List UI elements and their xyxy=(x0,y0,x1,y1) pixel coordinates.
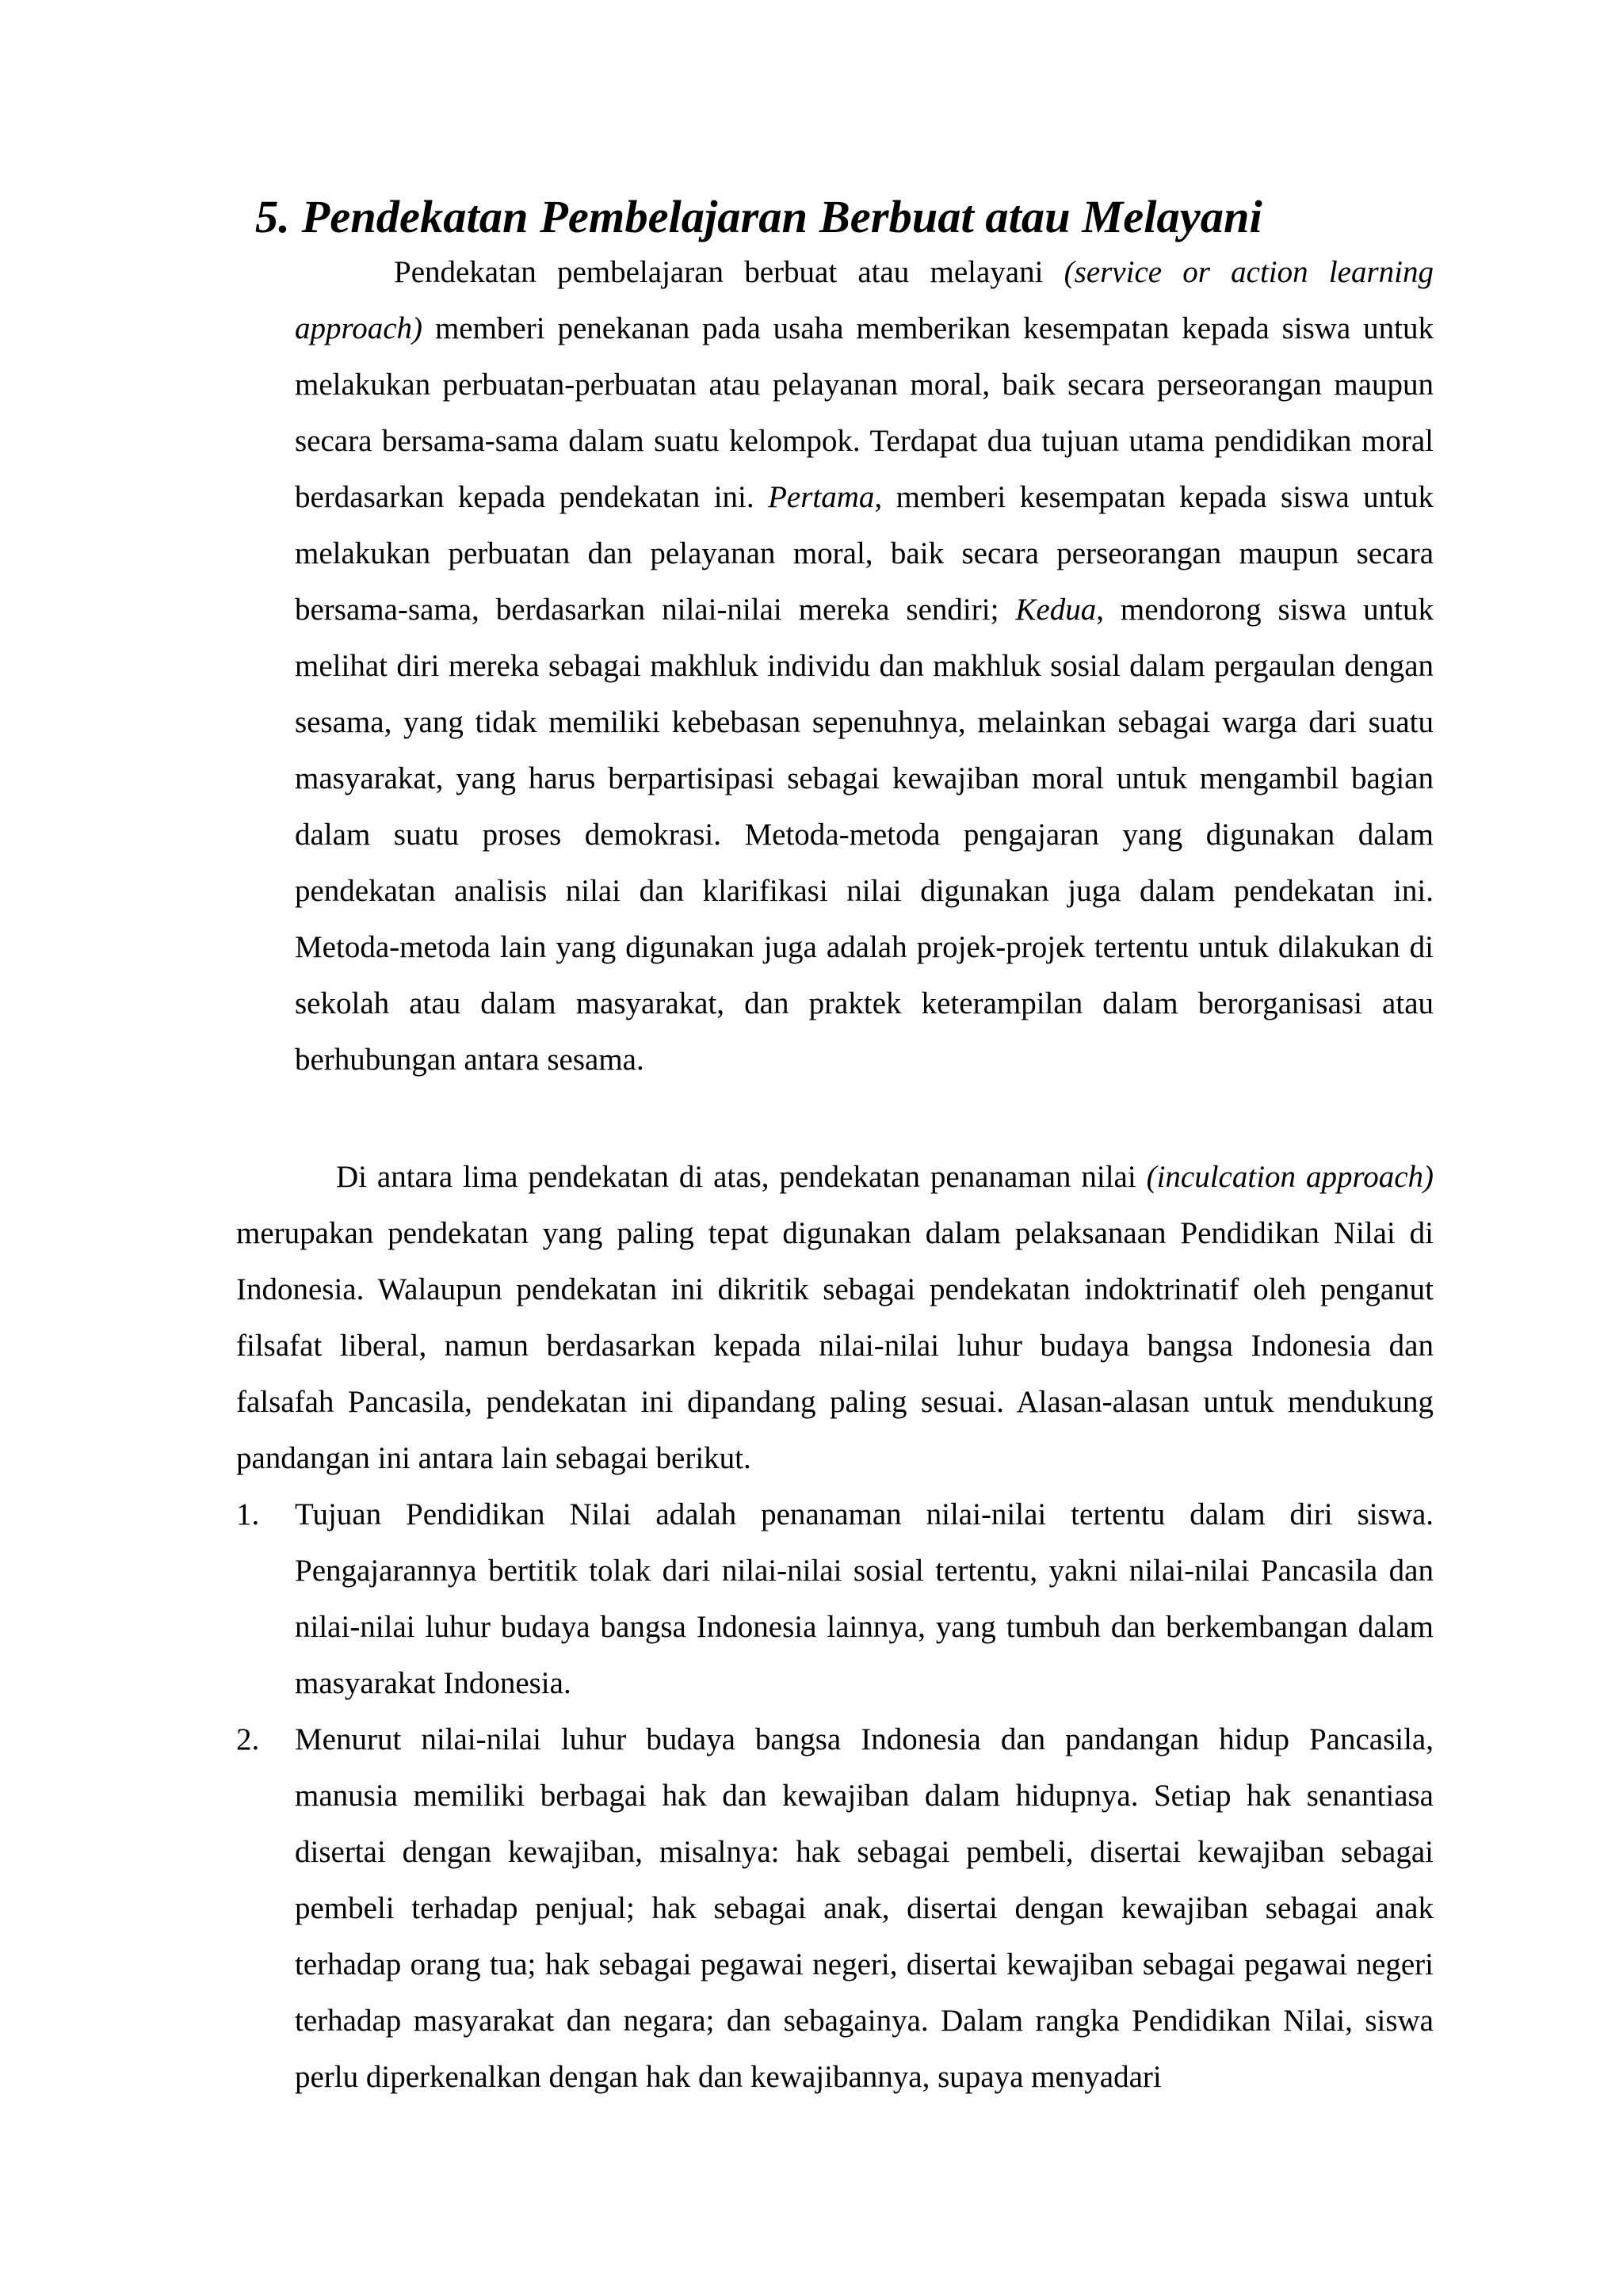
paragraph-text: , mendorong siswa untuk melihat diri mereka sebagai makhluk individu dan makhluk sosial dalam pergaulan dengan sesama, yang tidak memiliki kebebasan sepenuhnya, melainkan sebagai warga dari suatu masyarakat, yang harus berpartisipasi sebagai kewajiban moral untuk mengambil bagian dalam suatu proses demokrasi. Metoda-metoda pengajaran yang digunakan dalam pendekatan analisis nilai dan klarifikasi nilai digunakan juga dalam pendekatan ini. Metoda-metoda lain yang digunakan juga adalah projek-projek tertentu untuk dilakukan di sekolah atau dalam masyarakat, dan praktek keterampilan dalam berorganisasi atau berhubungan antara sesama. xyxy=(295,593,1434,1077)
list-item xyxy=(236,1711,1434,2105)
italic-term: (service or action learning approach) xyxy=(295,255,1434,345)
paragraph-text: Di antara lima pendekatan di atas, pendekatan penanaman nilai xyxy=(336,1160,1147,1194)
list-number: 1. xyxy=(236,1497,260,1531)
body-paragraph xyxy=(236,1149,1434,1486)
list-item xyxy=(236,1486,1434,1711)
section-paragraph xyxy=(295,244,1434,1088)
italic-term: Pertama xyxy=(768,480,875,514)
paragraph-text: memberi penekanan pada usaha memberikan kesempatan kepada siswa untuk melakukan perbuatan-perbuatan atau pelayanan moral, baik secara perseorangan maupun secara bersama-sama dalam suatu kelompok. Terdapat dua tujuan utama pendidikan moral berdasarkan kepada pendekatan ini. xyxy=(295,311,1434,514)
italic-term: (inculcation approach) xyxy=(1146,1160,1434,1194)
paragraph-text: Pendekatan pembelajaran berbuat atau melayani xyxy=(394,255,1064,289)
paragraph-text: merupakan pendekatan yang paling tepat digunakan dalam pelaksanaan Pendidikan Nilai di Indonesia. Walaupun pendekatan ini dikritik sebagai pendekatan indoktrinatif oleh penganut filsafat liberal, namun berdasarkan kepada nilai-nilai luhur budaya bangsa Indonesia dan falsafah Pancasila, pendekatan ini dipandang paling sesuai. Alasan-alasan untuk mendukung pandangan ini antara lain sebagai berikut. xyxy=(236,1216,1434,1475)
reasons-list xyxy=(236,1486,1434,2105)
list-number: 2. xyxy=(236,1722,260,1756)
section-heading: 5. Pendekatan Pembelajaran Berbuat atau Melayani xyxy=(255,191,1262,242)
list-item-text: Menurut nilai-nilai luhur budaya bangsa Indonesia dan pandangan hidup Pancasila, manusia memiliki berbagai hak dan kewajiban dalam hidupnya. Setiap hak senantiasa disertai dengan kewajiban, misalnya: hak sebagai pembeli, disertai kewajiban sebagai pembeli terhadap penjual; hak sebagai anak, disertai dengan kewajiban sebagai anak terhadap orang tua; hak sebagai pegawai negeri, disertai kewajiban sebagai pegawai negeri terhadap masyarakat dan negara; dan sebagainya. Dalam rangka Pendidikan Nilai, siswa perlu diperkenalkan dengan hak dan kewajibannya, supaya menyadari xyxy=(295,1722,1434,2094)
italic-term: Kedua xyxy=(1015,593,1097,627)
list-item-text: Tujuan Pendidikan Nilai adalah penanaman nilai-nilai tertentu dalam diri siswa. Pengajarannya bertitik tolak dari nilai-nilai sosial tertentu, yakni nilai-nilai Pancasila dan nilai-nilai luhur budaya bangsa Indonesia lainnya, yang tumbuh dan berkembangan dalam masyarakat Indonesia. xyxy=(295,1497,1434,1700)
paragraph-text: , memberi kesempatan kepada siswa untuk melakukan perbuatan dan pelayanan moral, baik secara perseorangan maupun secara bersama-sama, berdasarkan nilai-nilai mereka sendiri; xyxy=(295,480,1434,627)
